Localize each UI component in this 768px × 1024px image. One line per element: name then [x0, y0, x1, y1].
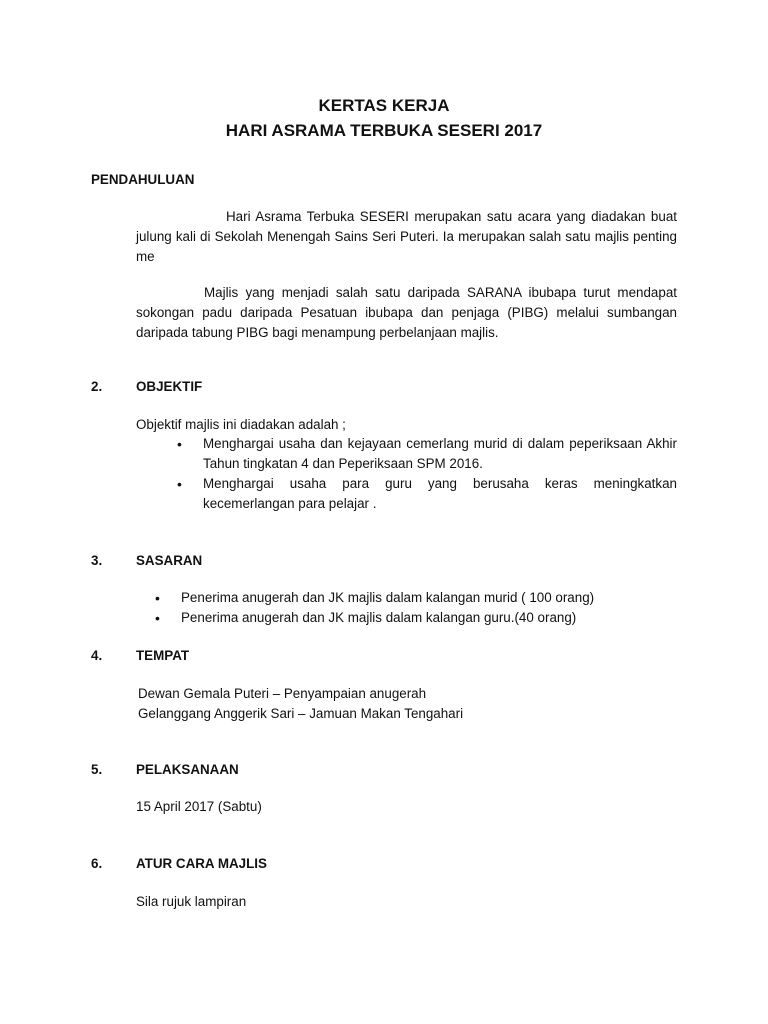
section-heading-tempat: TEMPAT [136, 648, 190, 663]
section-number-4: 4. [91, 648, 103, 663]
bullet-icon: • [155, 590, 160, 606]
section-heading-pelaksanaan: PELAKSANAAN [136, 762, 239, 777]
section-heading-pendahuluan: PENDAHULUAN [91, 172, 195, 187]
atur-cara-text: Sila rujuk lampiran [136, 894, 247, 909]
objektif-item-2: Menghargai usaha para guru yang berusaha keras meningkatkan kecemerlangan para pelajar . [203, 476, 677, 511]
bullet-icon: • [177, 476, 182, 492]
intro-paragraph-2: Majlis yang menjadi salah satu daripada SARANA ibubapa turut mendapat sokongan padu daripada Pesatuan ibubapa dan penjaga (PIBG) melalui sumbangan daripada tabung PIBG bagi menampung perbelanjaan majlis. [136, 285, 677, 340]
section-heading-sasaran: SASARAN [136, 553, 203, 568]
tempat-line-1: Dewan Gemala Puteri – Penyampaian anugerah [138, 686, 427, 701]
section-heading-atur-cara: ATUR CARA MAJLIS [136, 856, 267, 871]
section-number-5: 5. [91, 762, 103, 777]
bullet-icon: • [155, 610, 160, 626]
section-number-3: 3. [91, 553, 103, 568]
objektif-lead: Objektif majlis ini diadakan adalah ; [136, 417, 346, 432]
document-title: KERTAS KERJA [318, 96, 450, 115]
section-number-6: 6. [91, 856, 103, 871]
section-number-2: 2. [91, 379, 103, 394]
list-item [177, 434, 677, 474]
tempat-line-2: Gelanggang Anggerik Sari – Jamuan Makan Tengahari [138, 706, 464, 721]
list-item [155, 588, 675, 608]
sasaran-item-1: Penerima anugerah dan JK majlis dalam kalangan murid ( 100 orang) [181, 590, 595, 605]
list-item [177, 474, 677, 514]
bullet-icon: • [177, 436, 182, 452]
section-heading-objektif: OBJEKTIF [136, 379, 203, 394]
objektif-item-1: Menghargai usaha dan kejayaan cemerlang murid di dalam peperiksaan Akhir Tahun tingkatan 4 dan Peperiksaan SPM 2016. [203, 436, 677, 471]
sasaran-item-2: Penerima anugerah dan JK majlis dalam kalangan guru.(40 orang) [181, 610, 577, 625]
list-item [155, 608, 675, 628]
intro-paragraph-1: Hari Asrama Terbuka SESERI merupakan satu acara yang diadakan buat julung kali di Sekolah Menengah Sains Seri Puteri. Ia merupakan salah satu majlis penting me [136, 209, 677, 264]
document-subtitle: HARI ASRAMA TERBUKA SESERI 2017 [225, 121, 543, 140]
pelaksanaan-date: 15 April 2017 (Sabtu) [136, 799, 262, 814]
